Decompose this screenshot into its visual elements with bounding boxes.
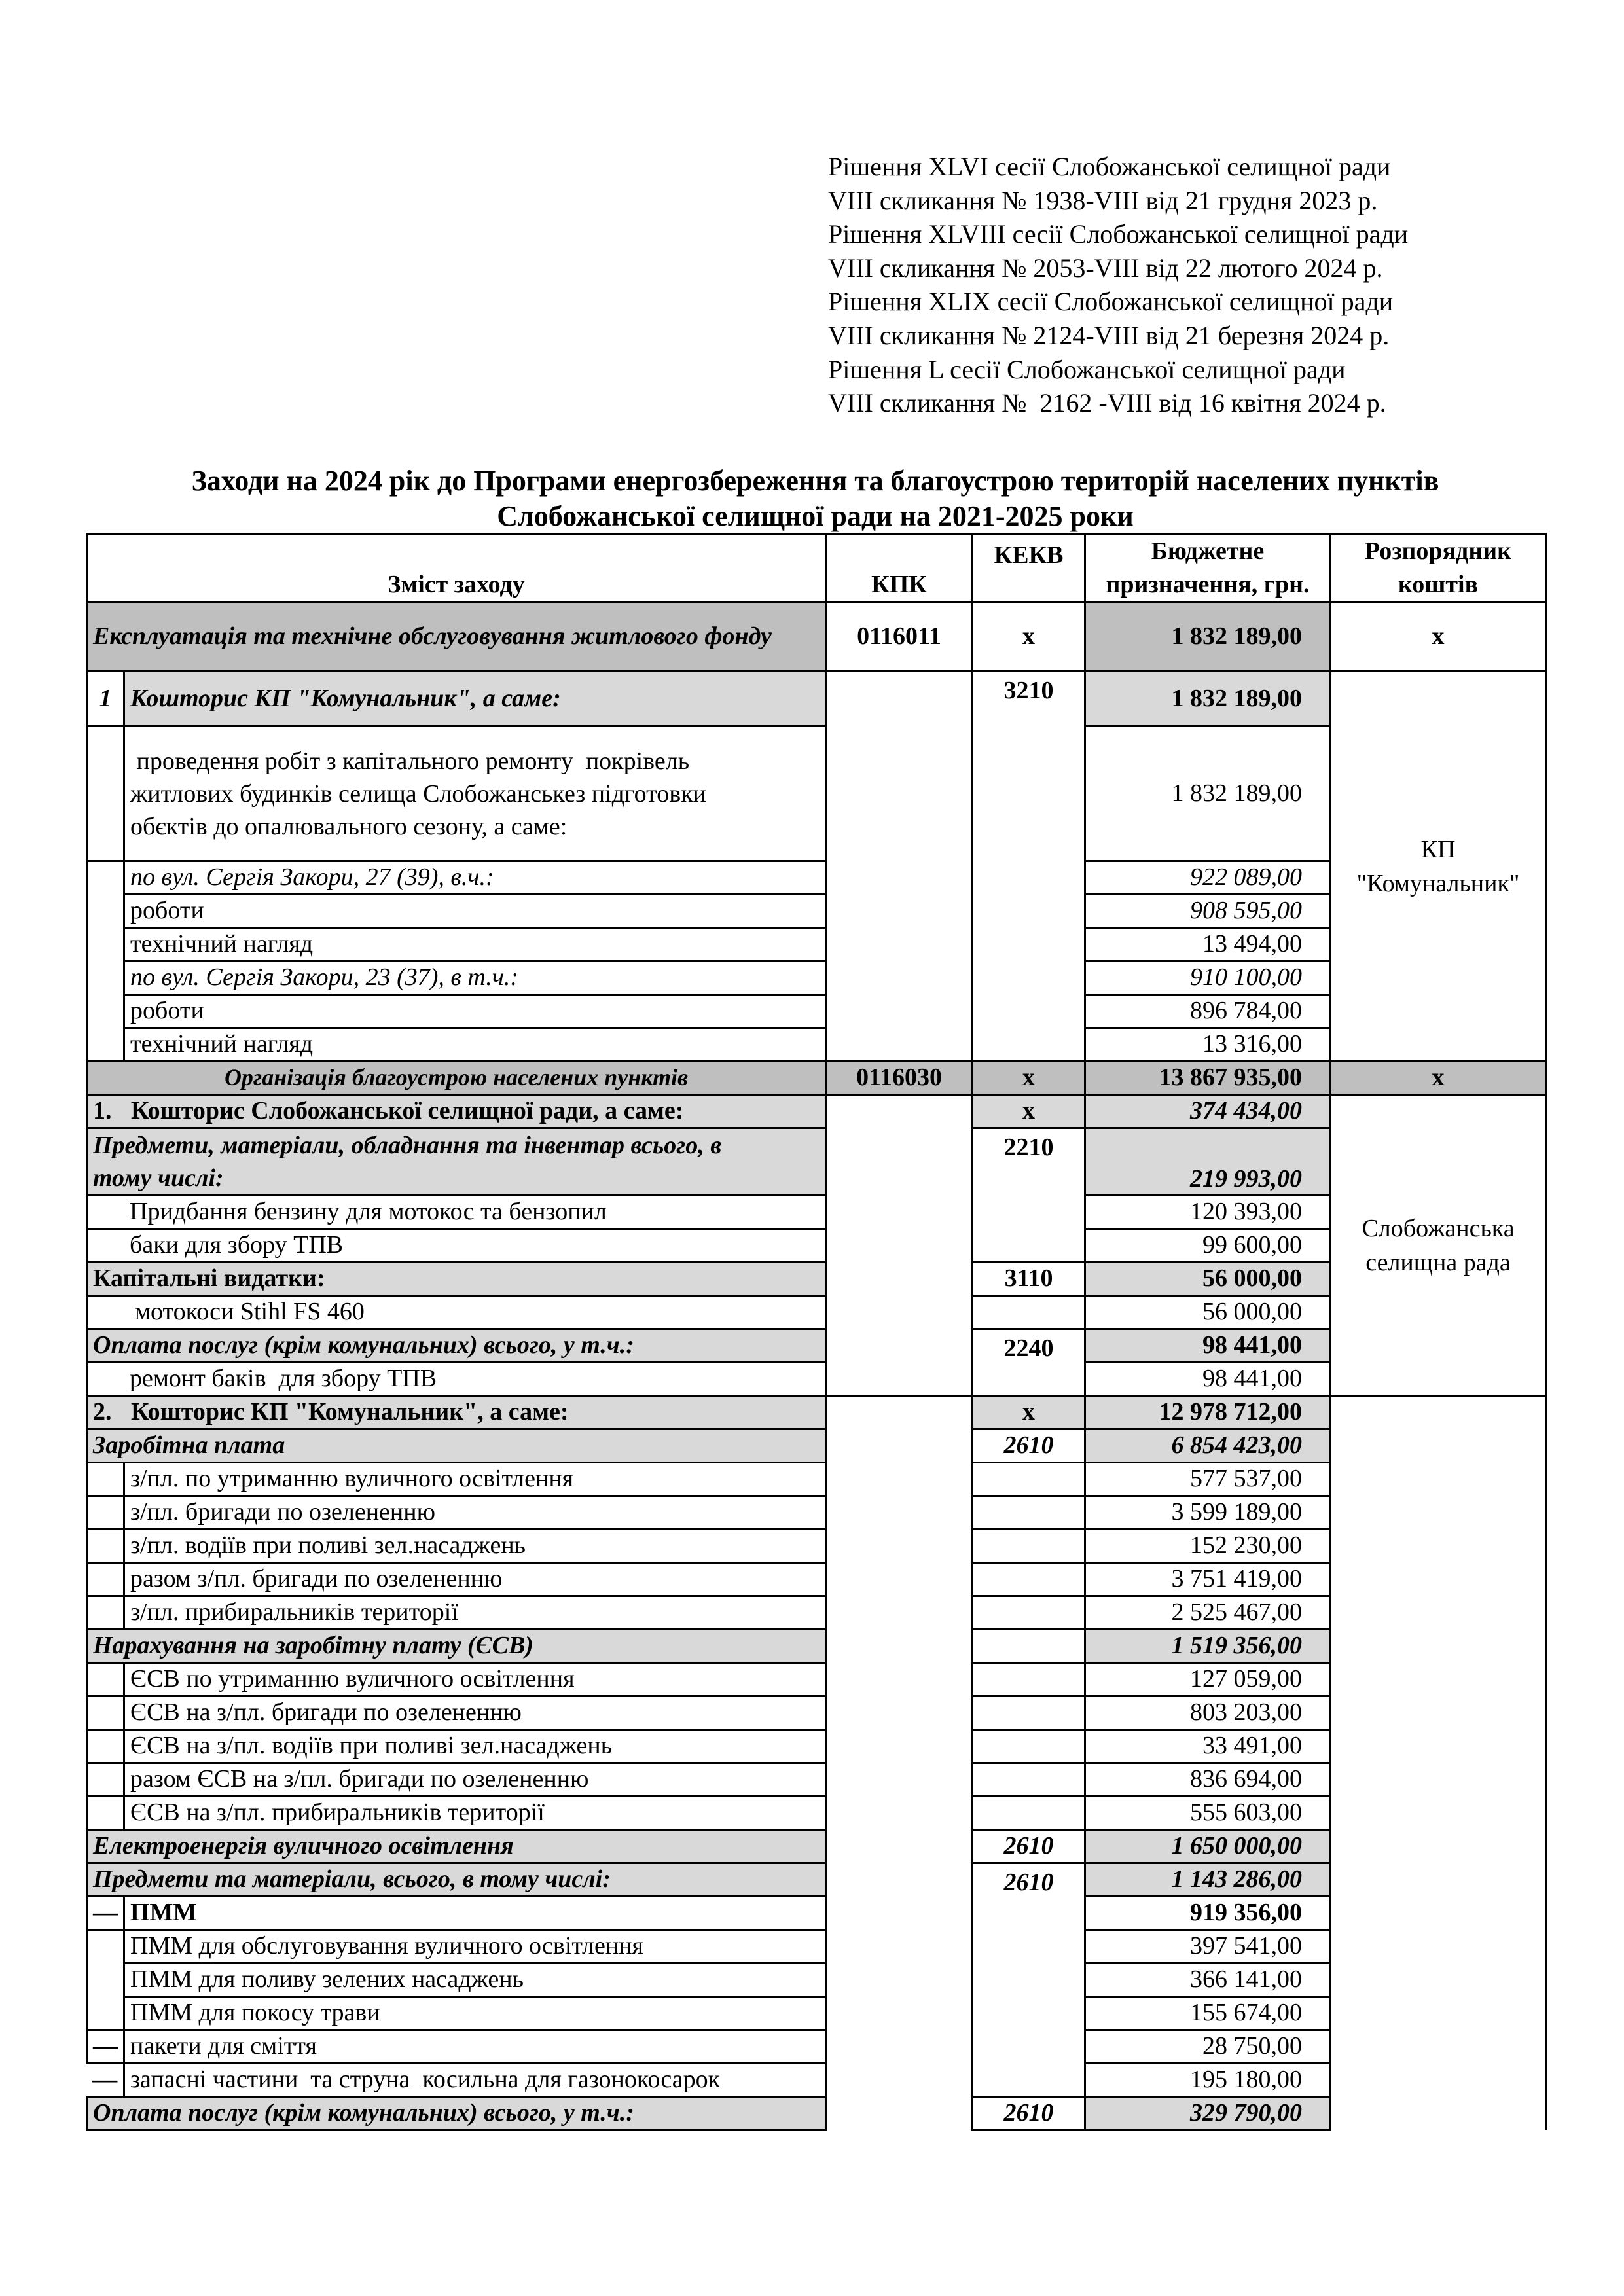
budget-cell: 56 000,00 [1085,1263,1331,1296]
row-text: 2. Кошторис КП "Комунальник", а саме: [87,1396,826,1429]
budget-cell: 152 230,00 [1085,1530,1331,1563]
table-row [87,1663,1546,1696]
row-text: по вул. Сергія Закори, 27 (39), в.ч.: [124,861,826,895]
kpk-cell: 0116030 [826,1062,973,1095]
title-line-2: Слобожанської селищної ради на 2021-2025 роки [497,500,1134,532]
row-text: ПММ для поливу зелених насаджень [124,1964,826,1997]
budget-cell: 13 316,00 [1085,1028,1331,1062]
budget-cell: 56 000,00 [1085,1296,1331,1329]
row-text: Предмети та матеріали, всього, в тому числі: [87,1863,826,1897]
budget-cell: 1 832 189,00 [1085,603,1331,672]
row-text: з/пл. бригади по озелененню [124,1496,826,1530]
dash-marker: — [87,1897,124,1930]
row-text: ЄСВ на з/пл. водіїв при поливі зел.насаджень [124,1730,826,1763]
row-text: мотокоси Stihl FS 460 [87,1296,826,1329]
kekv-cell: 3210 [973,672,1085,1062]
row-text: запасні частини та струна косильна для газонокосарок [124,2064,826,2097]
header-budget: Бюджетне призначення, грн. [1085,534,1331,603]
budget-cell: 195 180,00 [1085,2064,1331,2097]
manager-cell: x [1331,1062,1546,1095]
row-text: проведення робіт з капітального ремонту покрівель житлових будинків селища Слобожанськез підготовки обєктів до опалювального сезону, а саме: [124,726,826,861]
note-line: Рішення XLVI сесії Слобожанської селищної ради [828,152,1391,181]
table-row [87,1630,1546,1663]
table-row [87,1463,1546,1496]
table-row [87,1263,1546,1296]
kekv-cell: 2210 [973,1128,1085,1263]
note-line: VIII скликання № 2162 -VIII від 16 квітня 2024 р. [828,388,1386,418]
kekv-cell: 2610 [973,1830,1085,1863]
kekv-cell [973,1463,1085,1496]
table-row [87,895,1546,928]
budget-cell: 910 100,00 [1085,961,1331,995]
table-row [87,603,1546,672]
table-row [87,928,1546,961]
table-row [87,1128,1546,1196]
table-row [87,2097,1546,2130]
budget-cell: 374 434,00 [1085,1095,1331,1128]
budget-cell: 13 494,00 [1085,928,1331,961]
note-line: VIII скликання № 2124-VIII від 21 березня 2024 р. [828,320,1390,350]
budget-cell: 1 650 000,00 [1085,1830,1331,1863]
row-text: ПММ [124,1897,826,1930]
budget-cell: 13 867 935,00 [1085,1062,1331,1095]
budget-cell: 98 441,00 [1085,1363,1331,1396]
row-text: Предмети, матеріали, обладнання та інвентар всього, в тому числі: [87,1128,826,1196]
table-row [87,1696,1546,1730]
header-content: Зміст заходу [87,534,826,603]
kekv-cell: x [973,1062,1085,1095]
kpk-cell [826,672,973,1062]
budget-cell: 12 978 712,00 [1085,1396,1331,1429]
manager-cell [1331,1396,1546,2130]
budget-cell: 219 993,00 [1085,1128,1331,1196]
budget-measures-table [86,533,1547,2131]
table-row [87,1830,1546,1863]
row-text: ЄСВ на з/пл. прибиральників території [124,1797,826,1830]
manager-cell: Слобожанська селищна рада [1331,1095,1546,1396]
budget-cell: 908 595,00 [1085,895,1331,928]
table-row [87,1730,1546,1763]
table-row [87,1863,1546,1897]
kekv-cell [973,1630,1085,1663]
row-text: Придбання бензину для мотокос та бензопил [87,1196,826,1229]
table-row [87,1530,1546,1563]
title-line-1: Заходи на 2024 рік до Програми енергозбереження та благоустрою територій населених пунктів [191,465,1439,497]
table-header-row [87,534,1546,603]
table-row [87,1062,1546,1095]
item-number: 2. [93,1398,112,1426]
kekv-cell [973,1663,1085,1696]
table-row [87,1563,1546,1596]
row-text: ЄСВ по утриманню вуличного освітлення [124,1663,826,1696]
row-text: Електроенергія вуличного освітлення [87,1830,826,1863]
table-row [87,1229,1546,1263]
table-row [87,1429,1546,1463]
budget-cell: 1 832 189,00 [1085,726,1331,861]
budget-cell: 397 541,00 [1085,1930,1331,1964]
row-text: з/пл. прибиральників території [124,1596,826,1630]
budget-cell: 98 441,00 [1085,1329,1331,1363]
item-number: 1. [93,1097,112,1125]
table-row [87,1363,1546,1396]
kekv-cell [973,1496,1085,1530]
row-text: Заробітна плата [87,1429,826,1463]
budget-cell: 896 784,00 [1085,995,1331,1028]
kekv-cell [973,1763,1085,1797]
table-row [87,1964,1546,1997]
budget-cell: 3 599 189,00 [1085,1496,1331,1530]
note-line: Рішення XLVIII сесії Слобожанської селищної ради [828,219,1409,249]
row-text: з/пл. водіїв при поливі зел.насаджень [124,1530,826,1563]
table-row [87,1596,1546,1630]
kpk-cell [826,1095,973,1396]
table-row [87,961,1546,995]
row-text: ПММ для покосу трави [124,1997,826,2030]
row-text: ЄСВ на з/пл. бригади по озелененню [124,1696,826,1730]
kekv-cell: 2610 [973,1429,1085,1463]
table-row [87,1763,1546,1797]
table-row [87,1797,1546,1830]
table-row [87,726,1546,861]
dash-marker: — [87,2064,124,2097]
kpk-cell [826,1396,973,2130]
row-text: разом з/пл. бригади по озелененню [124,1563,826,1596]
item-number [87,1496,124,1530]
budget-cell: 329 790,00 [1085,2097,1331,2130]
row-text: 1. Кошторис Слобожанської селищної ради, а саме: [87,1095,826,1128]
kpk-cell: 0116011 [826,603,973,672]
table-row [87,1897,1546,1930]
kekv-cell: 2240 [973,1329,1085,1396]
row-text: Нарахування на заробітну плату (ЄСВ) [87,1630,826,1663]
table-row [87,1296,1546,1329]
item-number [87,1663,124,1696]
table-row [87,2064,1546,2097]
note-line: Рішення L сесії Слобожанської селищної ради [828,354,1346,384]
budget-cell: 33 491,00 [1085,1730,1331,1763]
item-number [87,726,124,861]
budget-cell: 3 751 419,00 [1085,1563,1331,1596]
budget-cell: 6 854 423,00 [1085,1429,1331,1463]
budget-cell: 2 525 467,00 [1085,1596,1331,1630]
kekv-cell [973,1596,1085,1630]
kekv-cell: 2610 [973,1863,1085,2097]
row-text: роботи [124,995,826,1028]
note-line: VIII скликання № 1938-VIII від 21 грудня 2023 р. [828,185,1378,215]
manager-cell: x [1331,603,1546,672]
row-text: ПММ для обслуговування вуличного освітлення [124,1930,826,1964]
row-text: роботи [124,895,826,928]
kekv-cell: 3110 [973,1263,1085,1296]
table-row [87,1095,1546,1128]
row-text: технічний нагляд [124,1028,826,1062]
item-number [87,1930,124,2030]
row-text: разом ЄСВ на з/пл. бригади по озелененню [124,1763,826,1797]
table-row [87,1496,1546,1530]
budget-cell: 99 600,00 [1085,1229,1331,1263]
table-row [87,1028,1546,1062]
kekv-cell [973,1730,1085,1763]
row-text: Капітальні видатки: [87,1263,826,1296]
table-row [87,672,1546,726]
row-text: Експлуатація та технічне обслуговування житлового фонду [87,603,826,672]
row-text: ремонт баків для збору ТПВ [87,1363,826,1396]
budget-cell: 28 750,00 [1085,2030,1331,2064]
item-number [87,1696,124,1730]
budget-cell: 1 519 356,00 [1085,1630,1331,1663]
row-text: баки для збору ТПВ [87,1229,826,1263]
budget-cell: 803 203,00 [1085,1696,1331,1730]
budget-cell: 922 089,00 [1085,861,1331,895]
note-line: VIII скликання № 2053-VIII від 22 лютого 2024 р. [828,253,1383,283]
table-row [87,1196,1546,1229]
table-row [87,1997,1546,2030]
table-row [87,1930,1546,1964]
item-number [87,1730,124,1763]
kekv-cell [973,1530,1085,1563]
item-number [87,1563,124,1596]
table-row [87,2030,1546,2064]
budget-cell: 120 393,00 [1085,1196,1331,1229]
kekv-cell [973,1563,1085,1596]
budget-cell: 555 603,00 [1085,1797,1331,1830]
kekv-cell: x [973,603,1085,672]
row-text: з/пл. по утриманню вуличного освітлення [124,1463,826,1496]
budget-cell: 577 537,00 [1085,1463,1331,1496]
row-text: пакети для сміття [124,2030,826,2064]
row-text: Організація благоустрою населених пунктів [87,1062,826,1095]
note-line: Рішення XLIX сесії Слобожанської селищної ради [828,287,1394,317]
budget-cell: 155 674,00 [1085,1997,1331,2030]
table-row [87,995,1546,1028]
table-row [87,1396,1546,1429]
budget-cell: 1 832 189,00 [1085,672,1331,726]
item-number [87,861,124,1062]
kekv-cell [973,1696,1085,1730]
row-text: Оплата послуг (крім комунальних) всього, у т.ч.: [87,2097,826,2130]
row-text: Оплата послуг (крім комунальних) всього, у т.ч.: [87,1329,826,1363]
budget-cell: 127 059,00 [1085,1663,1331,1696]
dash-marker: — [87,2030,124,2064]
kekv-cell: 2610 [973,2097,1085,2130]
document-title [86,463,1545,534]
item-number [87,1797,124,1830]
row-text: Кошторис КП "Комунальник", а саме: [124,672,826,726]
header-kekv: КЕКВ [973,534,1085,603]
kekv-cell: x [973,1396,1085,1429]
header-manager: Розпорядник коштів [1331,534,1546,603]
item-number [87,1530,124,1563]
item-number [87,1596,124,1630]
manager-cell: КП "Комунальник" [1331,672,1546,1062]
table-row [87,861,1546,895]
budget-cell: 836 694,00 [1085,1763,1331,1797]
budget-cell: 1 143 286,00 [1085,1863,1331,1897]
resolution-references [828,150,1408,420]
item-number [87,1463,124,1496]
kekv-cell [973,1296,1085,1329]
row-text: по вул. Сергія Закори, 23 (37), в т.ч.: [124,961,826,995]
table-row [87,1329,1546,1363]
header-kpk: КПК [826,534,973,603]
item-number [87,1763,124,1797]
budget-cell: 366 141,00 [1085,1964,1331,1997]
item-number: 1 [87,672,124,726]
kekv-cell: x [973,1095,1085,1128]
budget-cell: 919 356,00 [1085,1897,1331,1930]
kekv-cell [973,1797,1085,1830]
row-text: технічний нагляд [124,928,826,961]
